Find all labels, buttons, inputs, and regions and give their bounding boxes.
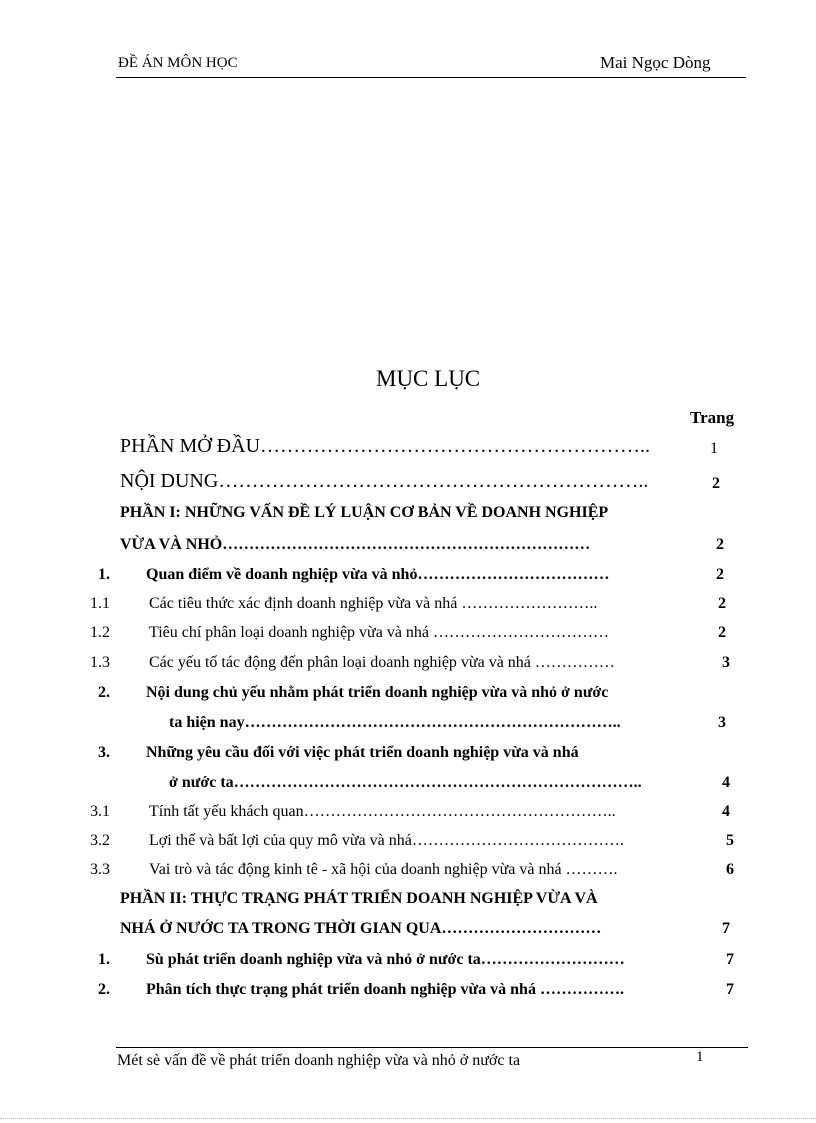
toc-entry-page: 2 [712,475,720,492]
toc-entry-page: 3 [722,654,730,671]
toc-entry-number: 1. [98,566,110,583]
toc-entry-line1: PHẦN II: THỰC TRẠNG PHÁT TRIỂN DOANH NGHIỆP VỪA VÀ [120,890,598,907]
toc-entry-text: PHẦN MỞ ĐẦU………………………………………………….. [120,435,651,457]
toc-entry-text: Tiêu chí phân loại doanh nghiệp vừa và nhá …………………………… [149,624,610,641]
toc-entry-line1: PHẦN I: NHỮNG VẤN ĐỀ LÝ LUẬN CƠ BẢN VỀ DOANH NGHIỆP [120,504,609,521]
toc-entry-number: 3.1 [90,803,110,820]
header-right: Mai Ngọc Dòng [600,53,711,72]
page-bottom-edge [0,1118,816,1119]
header-rule [116,77,746,78]
toc-entry-text: NỘI DUNG……………………………………………………….. [120,470,649,492]
header-left: ĐỀ ÁN MÔN HỌC [118,55,238,71]
toc-entry-page: 5 [726,832,734,849]
toc-entry-number: 1. [98,951,110,968]
toc-entry-number: 1.1 [90,595,110,612]
toc-entry-page: 4 [722,774,730,791]
toc-entry-text: Phân tích thực trạng phát triển doanh nghiệp vừa và nhá ……………. [146,981,624,998]
toc-entry-page: 2 [716,566,724,583]
toc-entry-page: 7 [726,981,734,998]
toc-entry-line2: ta hiện nay…………………………………………………………….. [169,714,621,731]
toc-entry-number: 3. [98,744,110,761]
toc-entry-line2: NHÁ Ở NƯỚC TA TRONG THỜI GIAN QUA………………………… [120,920,602,937]
toc-entry-line2: ở nước ta………………………………………………………………….. [169,774,642,791]
toc-entry-text: Quan điểm về doanh nghiệp vừa và nhỏ……………………………… [146,566,610,583]
toc-entry-page: 6 [726,861,734,878]
toc-entry-page: 2 [716,536,724,553]
toc-entry-page: 2 [718,624,726,641]
toc-entry-text: Các tiêu thức xác định doanh nghiệp vừa và nhá …………………….. [149,595,598,612]
toc-entry-line2: VỪA VÀ NHỎ…………………………………………………………… [120,536,591,553]
toc-entry-text: Vai trò và tác động kinh tê - xã hội của doanh nghiệp vừa và nhá ………. [149,861,618,878]
toc-entry-line1: Nội dung chủ yếu nhằm phát triển doanh nghiệp vừa và nhỏ ở nước [146,684,609,701]
toc-entry-page: 3 [718,714,726,731]
toc-entry-page: 2 [718,595,726,612]
toc-title: MỤC LỤC [376,366,481,391]
toc-entry-page: 1 [710,440,718,457]
toc-entry-page: 4 [722,803,730,820]
toc-entry-page: 7 [722,920,730,937]
toc-entry-text: Các yếu tố tác động đến phân loại doanh nghiệp vừa và nhá …………… [149,654,615,671]
footer-page-number: 1 [696,1049,704,1065]
toc-entry-number: 1.2 [90,624,110,641]
footer-text: Mét sè vấn đề về phát triển doanh nghiệp vừa và nhỏ ở nước ta [117,1052,521,1069]
toc-entry-text: Lợi thế và bất lợi của quy mô vừa và nhá…………………………………. [149,832,624,849]
toc-entry-number: 1.3 [90,654,110,671]
toc-entry-number: 2. [98,684,110,701]
toc-entry-number: 3.3 [90,861,110,878]
toc-page-column-label: Trang [690,408,735,427]
toc-entry-number: 3.2 [90,832,110,849]
toc-entry-text: Sù phát triển doanh nghiệp vừa và nhỏ ở nước ta……………………… [146,951,625,968]
footer-rule [116,1047,748,1048]
toc-entry-page: 7 [726,951,734,968]
toc-entry-text: Tính tất yếu khách quan………………………………………………….. [149,803,616,820]
toc-entry-line1: Những yêu cầu đối với việc phát triển doanh nghiệp vừa và nhá [146,744,579,761]
toc-entry-number: 2. [98,981,110,998]
